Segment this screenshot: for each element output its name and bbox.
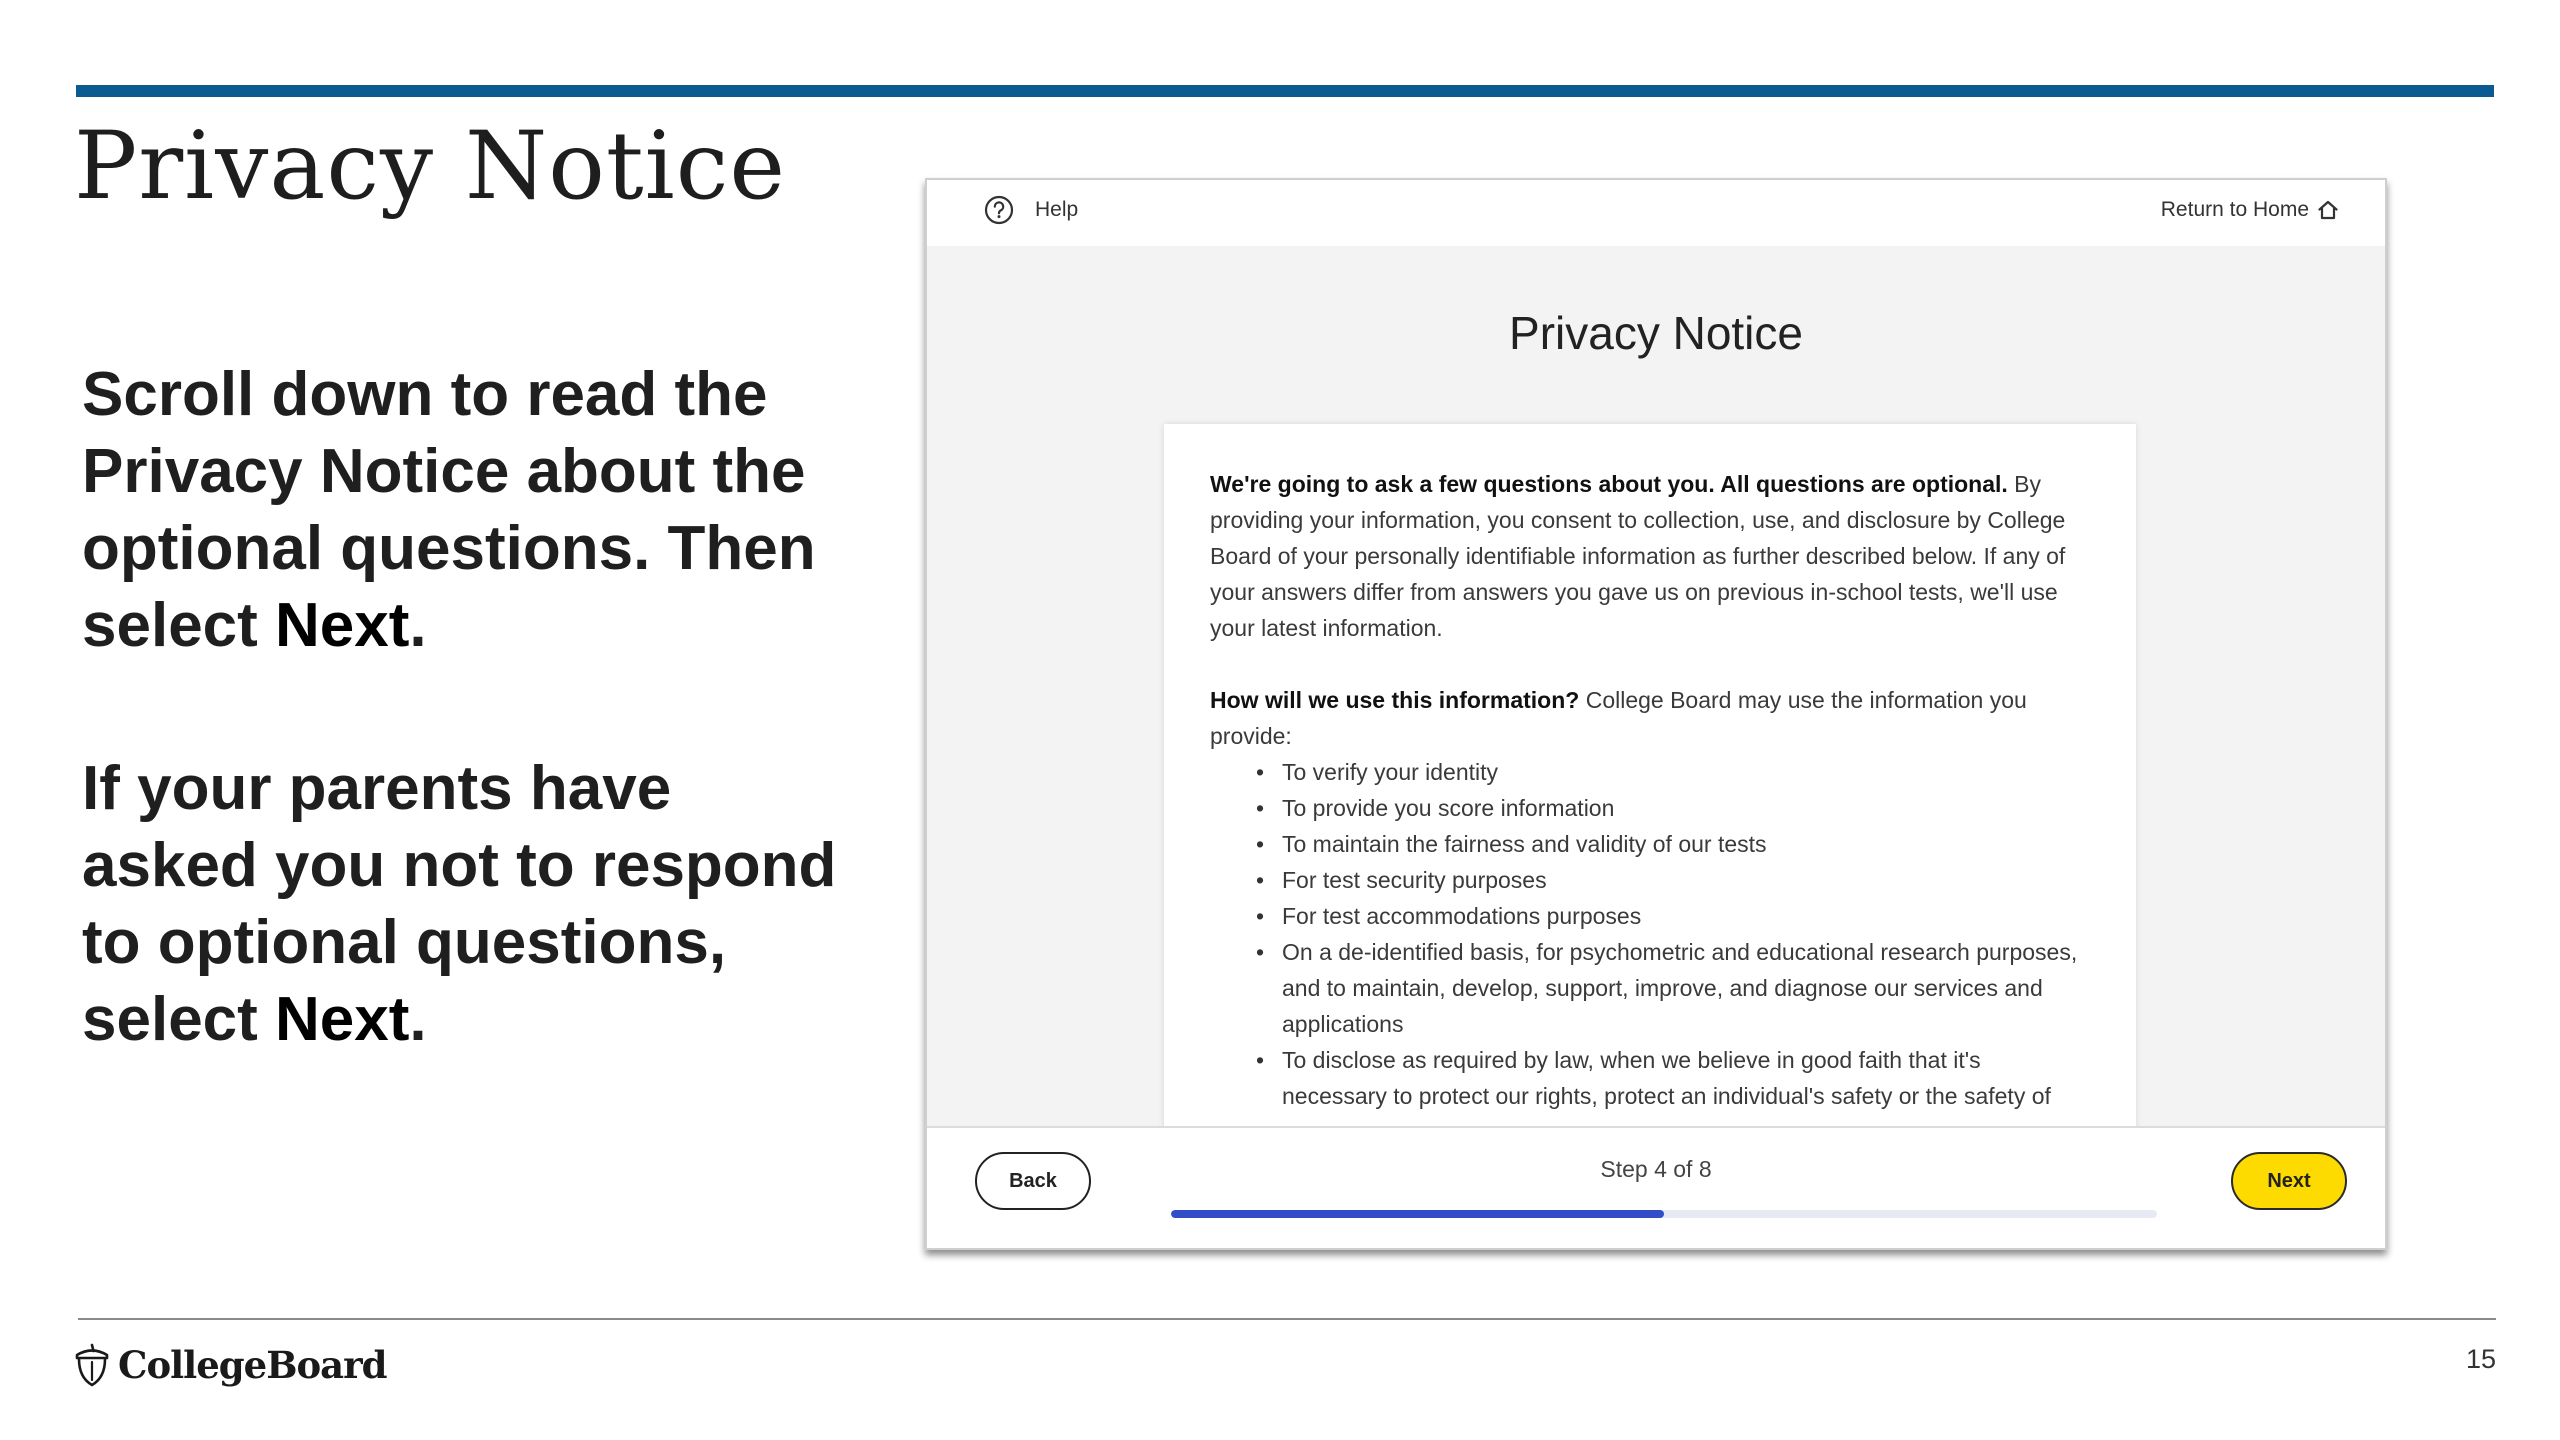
next-button[interactable]: Next bbox=[2231, 1152, 2347, 1210]
list-item: • On a de-identified basis, for psychometric and educational research purposes, and to maintain, develop, support, improve, and diagnose our services and applications bbox=[1282, 934, 2090, 1042]
notice-intro-bold: We're going to ask a few questions about you. All questions are optional. bbox=[1210, 471, 2008, 497]
instruction-scroll-emphasis: Next bbox=[275, 591, 410, 660]
help-button[interactable] bbox=[983, 194, 1078, 226]
list-item: • To provide you score information bbox=[1282, 790, 2090, 826]
acorn-icon bbox=[72, 1342, 112, 1388]
instruction-parents-emphasis: Next bbox=[275, 985, 410, 1054]
instruction-scroll-text: Scroll down to read the Privacy Notice about the optional questions. Then select bbox=[82, 360, 816, 660]
step-indicator: Step 4 of 8 bbox=[1600, 1156, 1712, 1182]
list-item: • For test security purposes bbox=[1282, 862, 2090, 898]
notice-use-bold: How will we use this information? bbox=[1210, 687, 1580, 713]
app-screenshot bbox=[925, 178, 2387, 1250]
help-label: Help bbox=[1035, 198, 1079, 221]
notice-intro bbox=[1210, 466, 2090, 646]
screen-heading: Privacy Notice bbox=[1509, 307, 1803, 359]
app-footer bbox=[927, 1126, 2385, 1250]
progress-bar bbox=[1171, 1210, 2157, 1218]
top-rule bbox=[76, 85, 2494, 97]
instruction-scroll bbox=[82, 356, 862, 664]
logo-text: CollegeBoard bbox=[118, 1343, 387, 1387]
instructions bbox=[82, 356, 862, 1144]
instruction-parents-end: . bbox=[409, 985, 427, 1054]
back-button[interactable]: Back bbox=[975, 1152, 1091, 1210]
progress-fill bbox=[1171, 1210, 1664, 1218]
notice-use-text: College Board may use the information you provide: bbox=[1210, 687, 2027, 749]
list-item: • To maintain the fairness and validity of our tests bbox=[1282, 826, 2090, 862]
app-top-bar bbox=[927, 180, 2385, 246]
bottom-rule bbox=[78, 1318, 2496, 1320]
collegeboard-logo bbox=[72, 1342, 386, 1388]
help-icon bbox=[983, 194, 1015, 226]
slide-title: Privacy Notice bbox=[74, 112, 786, 221]
home-icon bbox=[2317, 199, 2339, 221]
return-to-home-label: Return to Home bbox=[2160, 198, 2309, 221]
instruction-parents bbox=[82, 750, 862, 1058]
instruction-parents-text: If your parents have asked you not to respond to optional questions, select bbox=[82, 754, 837, 1054]
list-item: • For test accommodations purposes bbox=[1282, 898, 2090, 934]
list-item: • To disclose as required by law, when we believe in good faith that it's necessary to protect our rights, protect an individual's safety or the safety of bbox=[1282, 1042, 2090, 1114]
instruction-scroll-end: . bbox=[409, 591, 427, 660]
notice-use bbox=[1210, 682, 2090, 754]
notice-use-list bbox=[1210, 754, 2090, 1114]
list-item: • To verify your identity bbox=[1282, 754, 2090, 790]
page-number: 15 bbox=[2465, 1344, 2496, 1374]
return-to-home-link[interactable] bbox=[2161, 198, 2339, 222]
notice-intro-text: By providing your information, you consent to collection, use, and disclosure by College Board of your personally identifiable information as further described below. If any of your answers differ from answers you gave us on previous in-school tests, we'll use your latest information. bbox=[1210, 471, 2066, 641]
